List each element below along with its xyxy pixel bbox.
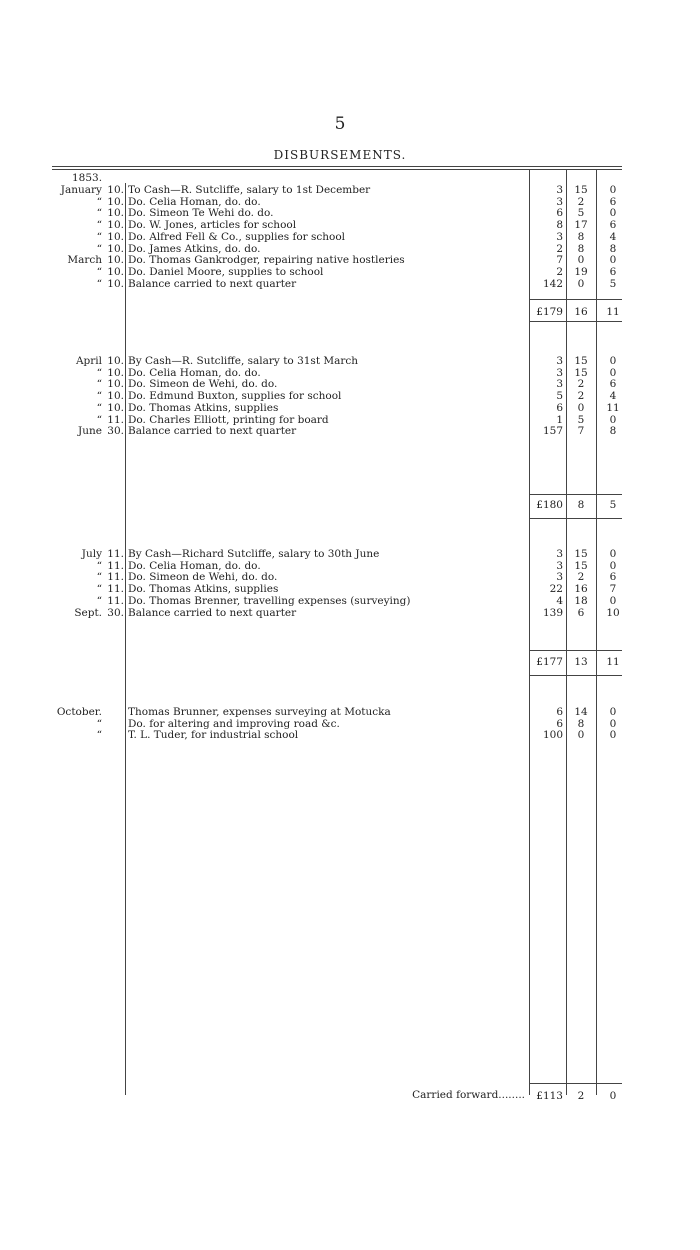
entry-pounds: 142 bbox=[542, 277, 563, 290]
entry-month: “ bbox=[96, 571, 102, 584]
entry-description bbox=[128, 266, 528, 278]
entry-description-text: By Cash—R. Sutcliffe, salary to 31st March bbox=[128, 355, 361, 367]
entry-pounds: 6 bbox=[556, 401, 563, 414]
total-rule bbox=[529, 518, 622, 519]
entry-month: January bbox=[60, 184, 102, 196]
entry-description-text: To Cash—R. Sutcliffe, salary to 1st December bbox=[128, 184, 373, 196]
entry-pence: 0 bbox=[609, 254, 617, 267]
entry-shillings: 6 bbox=[577, 606, 585, 619]
entry-month: “ bbox=[96, 219, 102, 232]
entry-shillings: 15 bbox=[574, 548, 588, 560]
total-pence: 11 bbox=[606, 656, 620, 668]
entry-pounds: 4 bbox=[556, 594, 563, 607]
entry-pence: 0 bbox=[609, 717, 617, 730]
entry-pence: 0 bbox=[609, 207, 617, 220]
entry-description bbox=[128, 729, 528, 741]
entry-pence: 0 bbox=[609, 594, 617, 607]
carried-forward-pence: 0 bbox=[609, 1090, 617, 1102]
total-shillings: 16 bbox=[574, 306, 588, 318]
entry-pence: 0 bbox=[609, 413, 617, 426]
entry-description bbox=[128, 402, 528, 414]
entry-pence: 0 bbox=[609, 729, 617, 742]
entry-description bbox=[128, 243, 528, 255]
entry-pence: 0 bbox=[609, 706, 617, 718]
total-rule bbox=[529, 299, 622, 300]
entry-pence: 6 bbox=[609, 265, 617, 278]
entry-description bbox=[128, 595, 528, 607]
entry-pence: 10 bbox=[606, 606, 620, 619]
total-pence: 11 bbox=[606, 306, 620, 318]
carried-forward-shillings: 2 bbox=[577, 1090, 585, 1102]
entry-shillings: 15 bbox=[574, 559, 588, 572]
entry-pence: 0 bbox=[609, 559, 617, 572]
entry-description bbox=[128, 718, 528, 730]
entry-day: 10. bbox=[107, 277, 124, 290]
entry-pence: 7 bbox=[609, 583, 617, 596]
entry-month: “ bbox=[96, 207, 102, 220]
entry-pence: 0 bbox=[609, 355, 617, 367]
entry-shillings: 0 bbox=[577, 277, 585, 290]
entry-day: 10. bbox=[107, 390, 124, 403]
entry-day: 10. bbox=[107, 230, 124, 243]
entry-shillings: 2 bbox=[577, 378, 585, 391]
entry-pounds: 3 bbox=[556, 559, 563, 572]
entry-description-text: Do. Charles Elliott, printing for board bbox=[128, 414, 332, 426]
entry-description-text: Do. Thomas Atkins, supplies bbox=[128, 583, 281, 595]
top-rule bbox=[52, 166, 622, 167]
entry-shillings: 14 bbox=[574, 706, 588, 718]
entry-day: 10. bbox=[107, 219, 124, 232]
page-number: 5 bbox=[334, 114, 346, 134]
entry-month: “ bbox=[96, 594, 102, 607]
entry-description bbox=[128, 219, 528, 231]
entry-month: “ bbox=[96, 366, 102, 379]
entry-day: 10. bbox=[107, 355, 124, 367]
page-heading: DISBURSEMENTS. bbox=[273, 148, 407, 162]
entry-month: “ bbox=[96, 390, 102, 403]
entry-month: “ bbox=[96, 195, 102, 208]
carried-forward-pounds: £113 bbox=[536, 1090, 563, 1102]
entry-shillings: 15 bbox=[574, 355, 588, 367]
entry-pounds: 3 bbox=[556, 230, 563, 243]
entry-pounds: 2 bbox=[556, 265, 563, 278]
entry-description-text: Do. Thomas Gankrodger, repairing native hostleries bbox=[128, 254, 408, 266]
entry-pounds: 22 bbox=[549, 583, 563, 596]
total-shillings: 8 bbox=[577, 499, 585, 511]
entry-day: 10. bbox=[107, 184, 124, 196]
entry-description bbox=[128, 378, 528, 390]
entry-day: 10. bbox=[107, 207, 124, 220]
entry-pounds: 3 bbox=[556, 548, 563, 560]
entry-day: 10. bbox=[107, 265, 124, 278]
entry-pounds: 3 bbox=[556, 184, 563, 196]
top-rule-inner bbox=[52, 169, 622, 170]
entry-description bbox=[128, 367, 528, 379]
entry-description-text: Do. Celia Homan, do. do. bbox=[128, 367, 264, 379]
entry-description bbox=[128, 607, 528, 619]
entry-description bbox=[128, 425, 528, 437]
entry-shillings: 8 bbox=[577, 230, 585, 243]
entry-pounds: 157 bbox=[542, 425, 563, 438]
entry-day: 11. bbox=[107, 571, 124, 584]
entry-pence: 0 bbox=[609, 366, 617, 379]
entry-description bbox=[128, 278, 528, 290]
total-rule bbox=[529, 650, 622, 651]
entry-shillings: 15 bbox=[574, 184, 588, 196]
entry-description bbox=[128, 583, 528, 595]
entry-day: 10. bbox=[107, 366, 124, 379]
entry-month: “ bbox=[96, 717, 102, 730]
entry-month: “ bbox=[96, 277, 102, 290]
entry-pounds: 3 bbox=[556, 195, 563, 208]
entry-pence: 6 bbox=[609, 195, 617, 208]
entry-description-text: Do. Alfred Fell & Co., supplies for school bbox=[128, 231, 348, 243]
entry-description-text: Do. Thomas Atkins, supplies bbox=[128, 402, 281, 414]
entry-shillings: 5 bbox=[577, 207, 585, 220]
entry-day: 11. bbox=[107, 583, 124, 596]
entry-pounds: 3 bbox=[556, 378, 563, 391]
entry-description bbox=[128, 207, 528, 219]
entry-pounds: 8 bbox=[556, 219, 563, 232]
entry-month: “ bbox=[96, 559, 102, 572]
entry-pence: 4 bbox=[609, 230, 617, 243]
entry-shillings: 0 bbox=[577, 254, 585, 267]
entry-shillings: 8 bbox=[577, 717, 585, 730]
entry-month: October. bbox=[56, 706, 102, 718]
entry-day: 11. bbox=[107, 413, 124, 426]
entry-description bbox=[128, 571, 528, 583]
entry-day: 10. bbox=[107, 242, 124, 255]
entry-pence: 6 bbox=[609, 219, 617, 232]
entry-shillings: 16 bbox=[574, 583, 588, 596]
entry-day: 10. bbox=[107, 378, 124, 391]
entry-description-text: Do. Celia Homan, do. do. bbox=[128, 560, 264, 572]
entry-description-text: T. L. Tuder, for industrial school bbox=[128, 729, 301, 741]
total-shillings: 13 bbox=[574, 656, 588, 668]
entry-pounds: 3 bbox=[556, 571, 563, 584]
entry-pounds: 100 bbox=[542, 729, 563, 742]
entry-pounds: 3 bbox=[556, 366, 563, 379]
entry-shillings: 2 bbox=[577, 195, 585, 208]
entry-pounds: 1 bbox=[556, 413, 563, 426]
entry-pence: 5 bbox=[609, 277, 617, 290]
entry-description bbox=[128, 390, 528, 402]
entry-shillings: 7 bbox=[577, 425, 585, 438]
entry-description-text: Balance carried to next quarter bbox=[128, 425, 299, 437]
entry-description bbox=[128, 196, 528, 208]
entry-day: 11. bbox=[107, 559, 124, 572]
entry-description bbox=[128, 414, 528, 426]
entry-description bbox=[128, 184, 528, 196]
carried-forward-label: Carried forward........ bbox=[412, 1089, 525, 1101]
entry-description-text: Balance carried to next quarter bbox=[128, 278, 299, 290]
entry-description-text: Do. James Atkins, do. do. bbox=[128, 243, 264, 255]
entry-shillings: 0 bbox=[577, 401, 585, 414]
entry-pounds: 6 bbox=[556, 207, 563, 220]
total-rule bbox=[529, 494, 622, 495]
entry-description-text: Thomas Brunner, expenses surveying at Motucka bbox=[128, 706, 394, 718]
entry-pounds: 6 bbox=[556, 717, 563, 730]
entry-pounds: 6 bbox=[556, 706, 563, 718]
entry-pence: 6 bbox=[609, 378, 617, 391]
entry-shillings: 5 bbox=[577, 413, 585, 426]
entry-month: “ bbox=[96, 265, 102, 278]
entry-description-text: Do. Celia Homan, do. do. bbox=[128, 196, 264, 208]
total-pounds: £180 bbox=[536, 499, 563, 511]
entry-month: “ bbox=[96, 413, 102, 426]
entry-shillings: 0 bbox=[577, 729, 585, 742]
entry-description-text: By Cash—Richard Sutcliffe, salary to 30th June bbox=[128, 548, 382, 560]
entry-month: June bbox=[78, 425, 102, 438]
entry-description bbox=[128, 560, 528, 572]
entry-month: “ bbox=[96, 230, 102, 243]
total-pounds: £179 bbox=[536, 306, 563, 318]
entry-pounds: 139 bbox=[542, 606, 563, 619]
entry-month: March bbox=[67, 254, 102, 267]
entry-description bbox=[128, 706, 528, 718]
entry-month: April bbox=[75, 355, 102, 367]
entry-pence: 11 bbox=[606, 401, 620, 414]
entry-month: “ bbox=[96, 242, 102, 255]
entry-month: July bbox=[81, 548, 102, 560]
entry-description-text: Do. Daniel Moore, supplies to school bbox=[128, 266, 326, 278]
entry-description-text: Do. for altering and improving road &c. bbox=[128, 718, 343, 730]
entry-day: 10. bbox=[107, 401, 124, 414]
entry-description-text: Balance carried to next quarter bbox=[128, 607, 299, 619]
entry-pence: 8 bbox=[609, 425, 617, 438]
entry-day: 30. bbox=[107, 606, 124, 619]
entry-description-text: Do. Simeon Te Wehi do. do. bbox=[128, 207, 276, 219]
entry-shillings: 19 bbox=[574, 265, 588, 278]
entry-description-text: Do. Simeon de Wehi, do. do. bbox=[128, 378, 280, 390]
entry-month: “ bbox=[96, 378, 102, 391]
entry-description-text: Do. W. Jones, articles for school bbox=[128, 219, 299, 231]
total-rule bbox=[529, 675, 622, 676]
entry-description-text: Do. Thomas Brenner, travelling expenses (surveying) bbox=[128, 595, 413, 607]
entry-pence: 8 bbox=[609, 242, 617, 255]
entry-description bbox=[128, 254, 528, 266]
entry-description-text: Do. Edmund Buxton, supplies for school bbox=[128, 390, 344, 402]
entry-day: 10. bbox=[107, 254, 124, 267]
entry-month: “ bbox=[96, 583, 102, 596]
entry-pounds: 7 bbox=[556, 254, 563, 267]
entry-shillings: 17 bbox=[574, 219, 588, 232]
total-pounds: £177 bbox=[536, 656, 563, 668]
entry-pence: 4 bbox=[609, 390, 617, 403]
entry-day: 30. bbox=[107, 425, 124, 438]
total-pence: 5 bbox=[609, 499, 617, 511]
entry-pounds: 2 bbox=[556, 242, 563, 255]
entry-shillings: 18 bbox=[574, 594, 588, 607]
total-rule bbox=[529, 321, 622, 322]
entry-pence: 0 bbox=[609, 184, 617, 196]
entry-pence: 0 bbox=[609, 548, 617, 560]
entry-shillings: 2 bbox=[577, 571, 585, 584]
entry-description bbox=[128, 231, 528, 243]
entry-shillings: 2 bbox=[577, 390, 585, 403]
entry-day: 10. bbox=[107, 195, 124, 208]
entry-pence: 6 bbox=[609, 571, 617, 584]
entry-pounds: 5 bbox=[556, 390, 563, 403]
entry-month: “ bbox=[96, 401, 102, 414]
entry-shillings: 8 bbox=[577, 242, 585, 255]
date-column-rule bbox=[125, 183, 126, 1095]
total-rule bbox=[529, 1083, 622, 1084]
entry-shillings: 15 bbox=[574, 366, 588, 379]
entry-description bbox=[128, 548, 528, 560]
entry-day: 11. bbox=[107, 594, 124, 607]
entry-description-text: Do. Simeon de Wehi, do. do. bbox=[128, 571, 280, 583]
entry-description bbox=[128, 355, 528, 367]
entry-pounds: 3 bbox=[556, 355, 563, 367]
pence-column-rule bbox=[596, 170, 597, 1095]
entry-day: 11. bbox=[107, 548, 124, 560]
entry-month: “ bbox=[96, 729, 102, 742]
entry-month: Sept. bbox=[74, 606, 102, 619]
